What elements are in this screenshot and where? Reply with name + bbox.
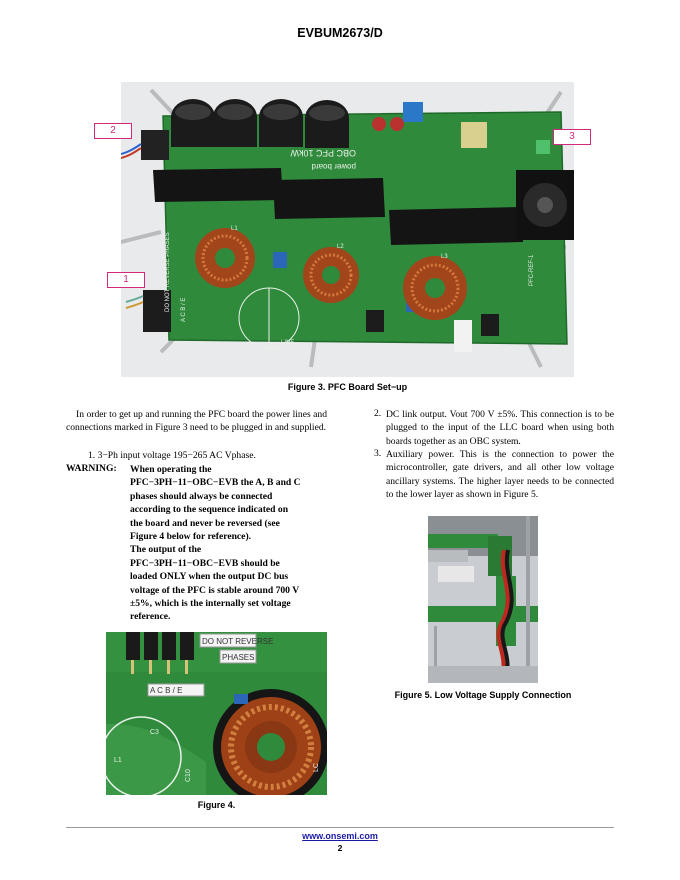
figure4-label-phases: PHASES [222, 653, 255, 662]
page-number: 2 [337, 843, 343, 853]
warning-line: When operating the [130, 464, 212, 475]
warning-line: Figure 4 below for reference). [130, 531, 252, 543]
list-item-3-number: 3. [374, 448, 382, 459]
warning-line: loaded ONLY when the output DC bus [130, 571, 289, 583]
list-item-3-text: Auxiliary power. This is the connection to power the microcontroller, gate drivers, and all other low voltage ancillary systems. The higher layer needs to be connected to the lower layer as shown in Figure 5. [386, 449, 614, 501]
board-label-do-not-reverse: DO NOT REVERSE PHASES [165, 232, 171, 312]
callout-2: 2 [94, 123, 132, 139]
intro-paragraph [66, 408, 327, 435]
figure4-label-lc: LC [313, 763, 320, 772]
warning-label: WARNING: [66, 463, 117, 474]
warning-line: The output of the [130, 544, 202, 556]
warning-line: phases should always be connected [130, 490, 273, 502]
warning-line: the board and never be reversed (see [130, 517, 280, 529]
figure4-label-l1: L1 [114, 757, 122, 764]
figure3-caption: Figure 3. PFC Board Set−up [287, 382, 408, 392]
board-label-power-board: power board [311, 162, 356, 171]
warning-line: according to the sequence indicated on [130, 504, 289, 516]
warning-line: ±5%, which is the internally set voltage [130, 598, 291, 610]
callout-1: 1 [107, 272, 145, 288]
board-label-l1: L1 [231, 226, 238, 232]
pfc-board-photo [121, 82, 574, 377]
list-item-2-text: DC link output. Vout 700 V ±5%. This connection is to be plugged to the input of the LLC board when using both boards together as an OBC system. [386, 409, 614, 447]
footer-website-link[interactable]: www.onsemi.com [302, 831, 378, 841]
figure4-photo [106, 632, 327, 795]
figure5-photo [428, 516, 538, 683]
figure4-caption: Figure 4. [197, 800, 236, 810]
figure4-label-do-not-reverse: DO NOT REVERSE [202, 637, 274, 646]
figure4-label-c10: C10 [185, 769, 192, 782]
warning-text [130, 463, 330, 624]
footer-divider [66, 827, 614, 828]
figure5-caption: Figure 5. Low Voltage Supply Connection [394, 690, 572, 700]
list-item-1 [88, 449, 327, 462]
document-id-header: EVBUM2673/D [297, 26, 383, 40]
figure4-label-c3: C3 [150, 729, 159, 736]
list-item-1-text: 1. 3−Ph input voltage 195−265 AC Vphase. [88, 450, 256, 461]
figure4-label-phase-order: A C B / E [150, 686, 183, 695]
callout-3: 3 [553, 129, 591, 145]
board-label-obc-pfc: OBC PFC 10kW [290, 148, 356, 158]
board-label-l2: L2 [337, 244, 344, 250]
intro-text: In order to get up and running the PFC board the power lines and connections marked in Figure 3 need to be plugged in and supplied. [66, 409, 327, 434]
warning-line: voltage of the PFC is stable around 700 V [130, 584, 300, 596]
board-label-l3: L3 [441, 254, 448, 260]
warning-line: reference. [130, 611, 171, 623]
board-label-line: LINE [281, 340, 295, 346]
warning-line: PFC−3PH−11−OBC−EVB the A, B and C [130, 477, 301, 489]
list-item-2-number: 2. [374, 408, 382, 419]
warning-line: PFC−3PH−11−OBC−EVB should be [130, 557, 280, 569]
board-label-pfc-ref: PFC-REF-1 [529, 254, 535, 286]
board-label-phase-order: A C B / E [181, 297, 187, 322]
